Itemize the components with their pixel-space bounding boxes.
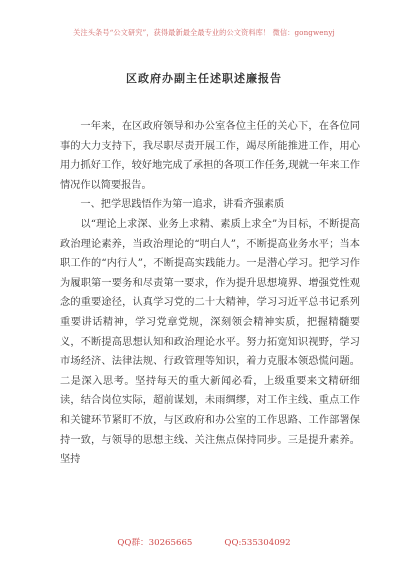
paragraph-section-body: 以“理论上求深、业务上求精、素质上求全”为目标，不断提高政治理论素养，当政治理论的“明白人”，不断提高业务水平；当本职工作的“内行人”，不断提高实践能力。一是潜心学习。把学习作为履职第一要务和尽责第一要求，作为提升思想境界、增强党性观念的重要途径，认真学习党的二十大精神，学习习近平总书记系列重要讲话精神，学习党章党规，深刻领会精神实质，把握精髓要义，不断提高思想认知和政治理论水平。努力拓宽知识视野，学习市场经济、法律法规、行政管理等知识，着力克服本领恐慌问题。二是深入思考。坚持每天的重大新闻必看，上级重要来文精研细读，结合岗位实际，超前谋划，未雨绸缪，对工作主线、重点工作和关键环节紧盯不放，与区政府和办公室的工作思路、工作部署保持一致，与领导的思想主线、关注焦点保持同步。三是提升素养。坚持 [60,218,360,466]
header-banner: 关注头条号“公文研究”，获得最新最全最专业的公文资料库！ 微信：gongwenyj [73,28,335,37]
paragraph-section-heading: 一、把学思践悟作为第一追求，讲看齐强素质 [80,199,285,211]
paragraph-intro: 一年来，在区政府领导和办公室各位主任的关心下，在各位同事的大力支持下，我尽职尽责开展工作，竭尽所能推进工作，用心用力抓好工作，较好地完成了承担的各项工作任务,现就一年来工作情况作以简要报告。 [60,121,360,191]
document-body [60,117,360,470]
footer-qq-number: QQ:535304092 [224,538,291,548]
footer-contact [0,536,408,548]
document-title: 区政府办副主任述职述廉报告 [126,72,282,85]
footer-qq-group: QQ群：30265665 [117,538,193,548]
